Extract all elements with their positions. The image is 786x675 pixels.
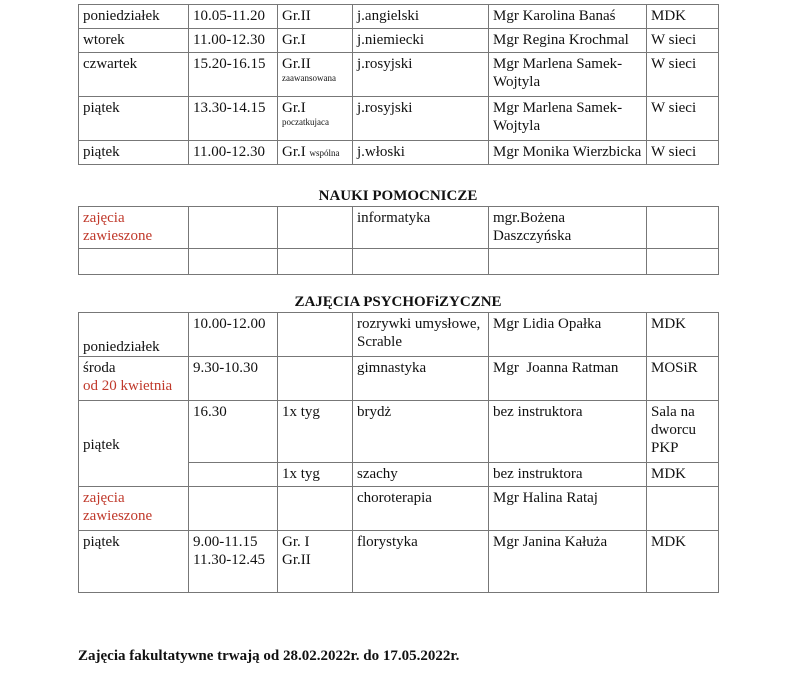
time-cell: 10.00-12.00	[189, 313, 278, 357]
group-cell	[278, 313, 353, 357]
place-cell	[647, 487, 719, 531]
group-cell: 1x tyg	[278, 401, 353, 463]
subject-cell: brydż	[353, 401, 489, 463]
place-cell: W sieci	[647, 53, 719, 97]
time-line: 9.00-11.15	[193, 534, 258, 550]
time-cell: 11.00-12.30	[189, 29, 278, 53]
group-cell	[278, 531, 353, 593]
subject-cell: szachy	[353, 463, 489, 487]
subject-cell: florystyka	[353, 531, 489, 593]
group-cell: 1x tyg	[278, 463, 353, 487]
subject-cell: j.angielski	[353, 5, 489, 29]
place-cell: MDK	[647, 463, 719, 487]
teacher-cell: Mgr Regina Krochmal	[489, 29, 647, 53]
group-line: Gr.II	[282, 552, 311, 568]
group-note: wspólna	[309, 148, 340, 158]
group-cell	[278, 357, 353, 401]
teacher-cell: Mgr Monika Wierzbicka	[489, 141, 647, 165]
group-cell	[278, 53, 353, 97]
time-cell	[189, 531, 278, 593]
time-line: 11.30-12.45	[193, 552, 265, 568]
place-cell: MDK	[647, 5, 719, 29]
empty-cell	[79, 249, 189, 275]
group-line: Gr. I	[282, 534, 310, 550]
psychophysical-activities-table	[78, 312, 719, 593]
time-cell: 10.05-11.20	[189, 5, 278, 29]
empty-cell	[353, 249, 489, 275]
place-cell: W sieci	[647, 97, 719, 141]
table-row	[79, 401, 719, 463]
status-cell: zajęcia zawieszone	[79, 487, 189, 531]
table-row	[79, 53, 719, 97]
teacher-cell: Mgr Lidia Opałka	[489, 313, 647, 357]
time-cell: 13.30-14.15	[189, 97, 278, 141]
empty-cell	[189, 249, 278, 275]
table-row	[79, 487, 719, 531]
day-cell	[79, 357, 189, 401]
day-cell: poniedziałek	[79, 5, 189, 29]
empty-cell	[647, 249, 719, 275]
teacher-cell: Mgr Janina Kałuża	[489, 531, 647, 593]
place-cell	[647, 207, 719, 249]
table-row	[79, 313, 719, 357]
table-row	[79, 531, 719, 593]
subject-cell: j.rosyjski	[353, 97, 489, 141]
teacher-cell: Mgr Karolina Banaś	[489, 5, 647, 29]
group-cell	[278, 207, 353, 249]
section-heading: NAUKI POMOCNICZE	[318, 188, 478, 204]
subject-cell: gimnastyka	[353, 357, 489, 401]
group-cell: Gr.I	[278, 29, 353, 53]
time-cell	[189, 463, 278, 487]
day-label: środa	[83, 360, 116, 376]
place-cell: MOSiR	[647, 357, 719, 401]
group-label: Gr.I	[282, 144, 306, 160]
table-row	[79, 97, 719, 141]
footer-note: Zajęcia fakultatywne trwają od 28.02.2022r. do 17.05.2022r.	[78, 648, 460, 664]
day-cell: piątek	[79, 97, 189, 141]
teacher-cell: Mgr Marlena Samek-Wojtyla	[489, 53, 647, 97]
empty-cell	[489, 249, 647, 275]
group-label: Gr.II	[282, 56, 311, 72]
language-courses-table	[78, 4, 719, 165]
group-label: Gr.I	[282, 100, 306, 116]
teacher-cell: mgr.Bożena Daszczyńska	[489, 207, 647, 249]
teacher-cell: Mgr Joanna Ratman	[489, 357, 647, 401]
group-cell	[278, 97, 353, 141]
subject-cell: j.rosyjski	[353, 53, 489, 97]
empty-cell	[278, 249, 353, 275]
table-row	[79, 249, 719, 275]
day-cell: wtorek	[79, 29, 189, 53]
teacher-cell: Mgr Marlena Samek-Wojtyla	[489, 97, 647, 141]
subject-cell: rozrywki umysłowe, Scrable	[353, 313, 489, 357]
time-cell: 15.20-16.15	[189, 53, 278, 97]
place-cell: MDK	[647, 531, 719, 593]
group-cell	[278, 487, 353, 531]
table-row	[79, 141, 719, 165]
time-cell: 11.00-12.30	[189, 141, 278, 165]
subject-cell: j.niemiecki	[353, 29, 489, 53]
table-row	[79, 5, 719, 29]
section-heading: ZAJĘCIA PSYCHOFiZYCZNE	[294, 294, 502, 310]
day-cell: piątek	[79, 401, 189, 487]
time-cell: 9.30-10.30	[189, 357, 278, 401]
table-row	[79, 207, 719, 249]
day-cell: piątek	[79, 531, 189, 593]
auxiliary-sciences-table	[78, 206, 719, 275]
teacher-cell: bez instruktora	[489, 401, 647, 463]
group-cell	[278, 141, 353, 165]
day-cell: czwartek	[79, 53, 189, 97]
place-cell: W sieci	[647, 141, 719, 165]
day-cell: piątek	[79, 141, 189, 165]
status-cell: zajęcia zawieszone	[79, 207, 189, 249]
time-cell: 16.30	[189, 401, 278, 463]
teacher-cell: Mgr Halina Rataj	[489, 487, 647, 531]
day-cell: poniedziałek	[79, 313, 189, 357]
subject-cell: informatyka	[353, 207, 489, 249]
group-note: poczatkujaca	[282, 117, 329, 127]
teacher-cell: bez instruktora	[489, 463, 647, 487]
table-row	[79, 357, 719, 401]
place-cell: W sieci	[647, 29, 719, 53]
group-note: zaawansowana	[282, 73, 336, 83]
day-note: od 20 kwietnia	[83, 378, 173, 394]
time-cell	[189, 207, 278, 249]
table-row	[79, 29, 719, 53]
subject-cell: j.włoski	[353, 141, 489, 165]
subject-cell: choroterapia	[353, 487, 489, 531]
group-cell: Gr.II	[278, 5, 353, 29]
place-cell: Sala na dworcu PKP	[647, 401, 719, 463]
time-cell	[189, 487, 278, 531]
place-cell: MDK	[647, 313, 719, 357]
